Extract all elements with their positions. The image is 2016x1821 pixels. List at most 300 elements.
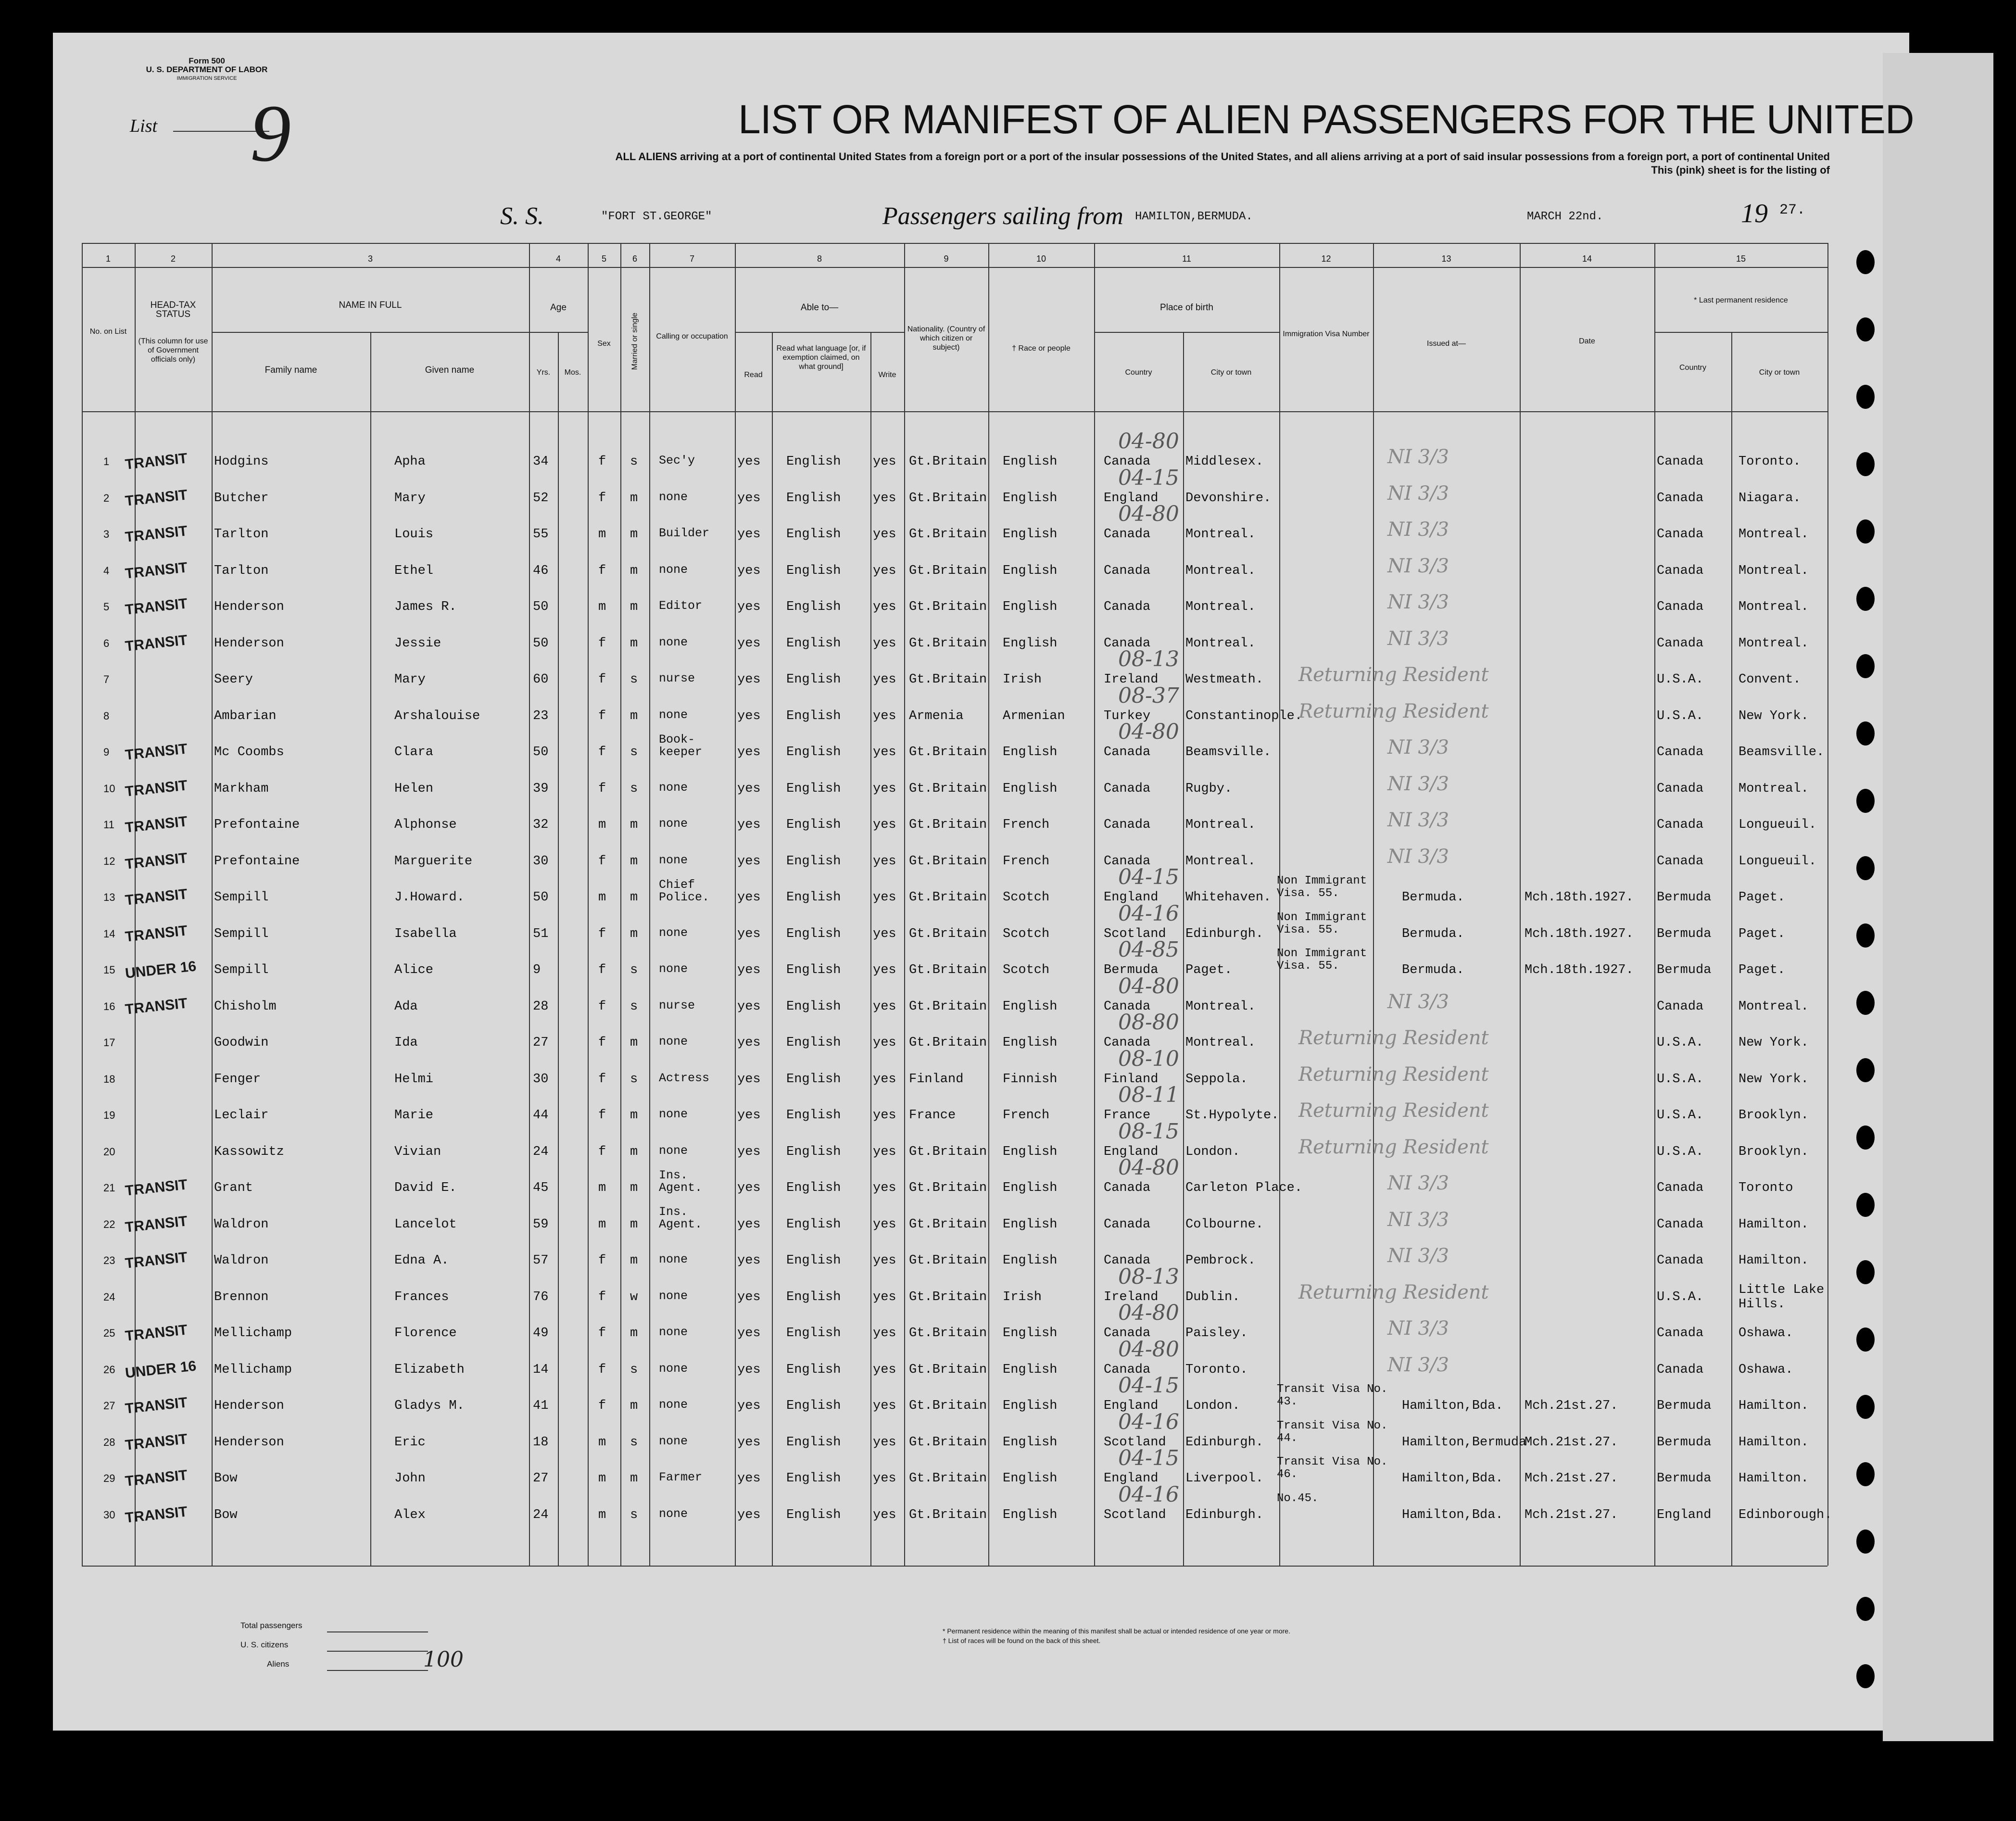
birth-country: Finland: [1104, 1072, 1159, 1087]
issued-at: NI 3/3: [1387, 845, 1449, 868]
given-name: Arshalouise: [394, 708, 480, 723]
read: yes: [737, 455, 761, 469]
punch-hole: [1856, 1530, 1875, 1554]
sex: f: [598, 999, 606, 1014]
nationality: Gt.Britain: [909, 890, 987, 905]
family-name: Henderson: [214, 1399, 284, 1413]
family-name: Waldron: [214, 1217, 269, 1232]
head-tax-stamp: TRANSIT: [124, 741, 189, 763]
residence-country: Canada: [1657, 1253, 1704, 1268]
read-language: English: [786, 491, 841, 506]
head-tax-stamp: TRANSIT: [124, 1213, 189, 1236]
table-row: [0, 1264, 1856, 1326]
table-row: [0, 1482, 1856, 1543]
residence-country: Canada: [1657, 854, 1704, 869]
birth-country: England: [1104, 1399, 1159, 1413]
age-years: 32: [533, 818, 549, 832]
birth-city: Dublin.: [1185, 1290, 1240, 1304]
header-read-language: Read what language [or, if exemption claimed, on what ground]: [776, 344, 866, 371]
header-able-to: Able to—: [800, 303, 839, 313]
table-row: [0, 1083, 1856, 1144]
nationality: Gt.Britain: [909, 600, 987, 614]
race: English: [1003, 1253, 1058, 1268]
write: yes: [873, 1399, 896, 1413]
birth-country: Canada: [1104, 455, 1151, 469]
nationality: Gt.Britain: [909, 1399, 987, 1413]
footnote-residence: * Permanent residence within the meaning of this manifest shall be actual or intended residence of one year or more.: [943, 1627, 1290, 1635]
classification-code: 08-13: [1118, 647, 1179, 671]
read: yes: [737, 926, 761, 941]
list-number: 9: [250, 88, 291, 178]
age-years: 60: [533, 672, 549, 687]
total-line: [327, 1631, 428, 1632]
read-language: English: [786, 1253, 841, 1268]
marital-status: m: [630, 890, 638, 905]
head-tax-stamp: TRANSIT: [124, 1430, 189, 1454]
nationality: Gt.Britain: [909, 1144, 987, 1159]
write: yes: [873, 1072, 896, 1087]
row-number: 19: [103, 1109, 115, 1121]
occupation: none: [659, 635, 688, 649]
row-number: 8: [103, 709, 110, 722]
age-years: 24: [533, 1144, 549, 1159]
given-name: Helen: [394, 781, 434, 796]
age-years: 27: [533, 1036, 549, 1050]
birth-city: Constantinople.: [1185, 708, 1303, 723]
given-name: Mary: [394, 672, 426, 687]
table-row: [0, 1337, 1856, 1398]
sex: f: [598, 1108, 606, 1123]
read: yes: [737, 745, 761, 759]
subheader-rule: [212, 332, 588, 333]
birth-country: Canada: [1104, 781, 1151, 796]
birth-country: Ireland: [1104, 672, 1159, 687]
punch-hole: [1856, 250, 1875, 274]
sex: f: [598, 455, 606, 469]
age-years: 57: [533, 1253, 549, 1268]
age-years: 45: [533, 1181, 549, 1195]
nationality: Gt.Britain: [909, 781, 987, 796]
head-tax-stamp: UNDER 16: [124, 958, 197, 982]
given-name: Elizabeth: [394, 1362, 465, 1377]
family-name: Goodwin: [214, 1036, 269, 1050]
nationality: Gt.Britain: [909, 672, 987, 687]
read: yes: [737, 963, 761, 977]
sex: m: [598, 1181, 606, 1195]
nationality: Armenia: [909, 708, 964, 723]
row-number: 9: [103, 746, 110, 758]
family-name: Kassowitz: [214, 1144, 284, 1159]
row-number: 14: [103, 927, 115, 940]
sex: f: [598, 1326, 606, 1340]
header-calling: Calling or occupation: [656, 332, 728, 341]
age-years: 76: [533, 1290, 549, 1304]
classification-code: 08-11: [1118, 1083, 1179, 1107]
occupation: none: [659, 1506, 688, 1521]
residence-country: Canada: [1657, 563, 1704, 578]
read: yes: [737, 672, 761, 687]
race: English: [1003, 1326, 1058, 1340]
residence-country: Canada: [1657, 818, 1704, 832]
punch-hole: [1856, 1462, 1875, 1486]
issued-at: NI 3/3: [1387, 518, 1449, 541]
residence-city: Convent.: [1739, 672, 1801, 687]
subtitle-line-2: This (pink) sheet is for the listing of: [1651, 164, 1830, 176]
family-name: Bow: [214, 1507, 238, 1522]
classification-code: 08-15: [1118, 1119, 1179, 1144]
age-years: 50: [533, 636, 549, 651]
age-years: 30: [533, 854, 549, 869]
sex: f: [598, 854, 606, 869]
write: yes: [873, 818, 896, 832]
residence-country: Bermuda: [1657, 890, 1712, 905]
occupation: none: [659, 1361, 688, 1376]
sex: f: [598, 1144, 606, 1159]
given-name: Vivian: [394, 1144, 441, 1159]
issued-at: NI 3/3: [1387, 1317, 1449, 1340]
occupation: Chief Police.: [659, 878, 710, 904]
occupation: nurse: [659, 998, 695, 1012]
read: yes: [737, 1253, 761, 1268]
given-name: Jessie: [394, 636, 441, 651]
given-name: Marie: [394, 1108, 434, 1123]
race: English: [1003, 455, 1058, 469]
form-department: U. S. DEPARTMENT OF LABOR: [146, 65, 268, 74]
birth-city: Montreal.: [1185, 527, 1256, 542]
write: yes: [873, 1144, 896, 1159]
write: yes: [873, 1036, 896, 1050]
birth-city: Middlesex.: [1185, 455, 1264, 469]
residence-city: Edinborough.: [1739, 1507, 1832, 1522]
column-number: 14: [1582, 254, 1592, 264]
residence-city: Brooklyn.: [1739, 1144, 1809, 1159]
family-name: Waldron: [214, 1253, 269, 1268]
marital-status: s: [630, 1435, 638, 1450]
sailing-label: Passengers sailing from: [882, 202, 1123, 230]
header-nationality: Nationality. (Country of which citizen or subject): [907, 325, 985, 352]
marital-status: s: [630, 455, 638, 469]
age-years: 46: [533, 563, 549, 578]
marital-status: s: [630, 1507, 638, 1522]
head-tax-stamp: TRANSIT: [124, 595, 189, 618]
classification-code: 04-16: [1118, 1409, 1179, 1434]
punch-hole: [1856, 1125, 1875, 1150]
write: yes: [873, 1326, 896, 1340]
issued-at: NI 3/3: [1387, 1208, 1449, 1231]
head-tax-stamp: TRANSIT: [124, 1322, 189, 1344]
write: yes: [873, 600, 896, 614]
read: yes: [737, 1181, 761, 1195]
occupation: Ins. Agent.: [659, 1168, 703, 1195]
grid-top-rule: [82, 243, 1827, 244]
head-tax-stamp: TRANSIT: [124, 922, 189, 945]
table-row: [0, 974, 1856, 1035]
header-yrs: Yrs.: [536, 368, 551, 377]
read-language: English: [786, 1326, 841, 1340]
read-language: English: [786, 527, 841, 542]
marital-status: s: [630, 999, 638, 1014]
race: Irish: [1003, 1290, 1042, 1304]
punch-hole: [1856, 1193, 1875, 1217]
residence-city: Hamilton.: [1739, 1435, 1809, 1450]
birth-city: Montreal.: [1185, 600, 1256, 614]
row-number: 11: [103, 819, 114, 831]
row-number: 13: [103, 891, 115, 903]
ship-name: "FORT ST.GEORGE": [601, 210, 712, 223]
issued-at: Returning Resident: [1298, 1027, 1489, 1049]
column-number: 9: [944, 254, 949, 264]
birth-country: Canada: [1104, 636, 1151, 651]
write: yes: [873, 491, 896, 506]
subheader-rule: [735, 332, 904, 333]
punch-hole: [1856, 587, 1875, 611]
birth-city: London.: [1185, 1399, 1240, 1413]
write: yes: [873, 745, 896, 759]
age-years: 49: [533, 1326, 549, 1340]
header-write: Write: [878, 371, 896, 379]
visa-date: Mch.18th.1927.: [1525, 926, 1634, 941]
classification-code: 04-80: [1118, 720, 1179, 744]
sex: f: [598, 636, 606, 651]
family-name: Sempill: [214, 890, 269, 905]
nationality: Gt.Britain: [909, 1471, 987, 1486]
sex: f: [598, 563, 606, 578]
punch-hole: [1856, 519, 1875, 544]
head-tax-stamp: UNDER 16: [124, 1357, 197, 1381]
race: Scotch: [1003, 890, 1050, 905]
column-number: 5: [601, 254, 606, 264]
occupation: none: [659, 817, 688, 831]
sailing-date: MARCH 22nd.: [1527, 210, 1603, 223]
residence-country: Canada: [1657, 745, 1704, 759]
residence-country: Bermuda: [1657, 1471, 1712, 1486]
residence-city: Montreal.: [1739, 781, 1809, 796]
row-number: 3: [103, 528, 110, 540]
age-years: 23: [533, 708, 549, 723]
issued-at: Returning Resident: [1298, 1100, 1489, 1122]
birth-city: Colbourne.: [1185, 1217, 1264, 1232]
birth-city: Paget.: [1185, 963, 1233, 977]
issued-at: Hamilton,Bda.: [1402, 1399, 1503, 1413]
residence-city: Hamilton.: [1739, 1217, 1809, 1232]
sex: m: [598, 600, 606, 614]
aliens-count: 100: [423, 1647, 464, 1672]
nationality: Gt.Britain: [909, 491, 987, 506]
table-row: [0, 1204, 1856, 1253]
birth-country: Canada: [1104, 1362, 1151, 1377]
occupation: Ins. Agent.: [659, 1204, 703, 1231]
residence-country: Canada: [1657, 600, 1704, 614]
race: English: [1003, 563, 1058, 578]
write: yes: [873, 1217, 896, 1232]
classification-code: 04-80: [1118, 1337, 1179, 1362]
write: yes: [873, 1435, 896, 1450]
race: English: [1003, 1036, 1058, 1050]
given-name: John: [394, 1471, 426, 1486]
residence-city: Oshawa.: [1739, 1362, 1793, 1377]
race: Armenian: [1003, 708, 1065, 723]
nationality: Gt.Britain: [909, 1217, 987, 1232]
residence-city: Paget.: [1739, 963, 1786, 977]
read: yes: [737, 708, 761, 723]
issued-at: Bermuda.: [1402, 890, 1464, 905]
punch-hole: [1856, 721, 1875, 746]
marital-status: m: [630, 818, 638, 832]
marital-status: s: [630, 1362, 638, 1377]
residence-country: Canada: [1657, 636, 1704, 651]
classification-code: 04-15: [1118, 865, 1179, 889]
age-years: 44: [533, 1108, 549, 1123]
residence-country: Canada: [1657, 781, 1704, 796]
adjacent-sheet-edge: [1883, 53, 1993, 1741]
header-head-tax-note: (This column for use of Government officials only): [138, 337, 208, 364]
family-name: Markham: [214, 781, 269, 796]
given-name: Frances: [394, 1290, 449, 1304]
punch-hole: [1856, 1058, 1875, 1082]
birth-country: England: [1104, 890, 1159, 905]
birth-city: Beamsville.: [1185, 745, 1272, 759]
subheader-rule: [1654, 332, 1827, 333]
classification-code: 08-10: [1118, 1046, 1179, 1071]
write: yes: [873, 1471, 896, 1486]
table-row: [0, 591, 1856, 635]
birth-country: Canada: [1104, 854, 1151, 869]
head-tax-stamp: TRANSIT: [124, 486, 189, 509]
read-language: English: [786, 1290, 841, 1304]
head-tax-stamp: TRANSIT: [124, 559, 189, 582]
issued-at: Returning Resident: [1298, 664, 1489, 686]
header-residence-country: Country: [1679, 364, 1707, 372]
read: yes: [737, 1399, 761, 1413]
marital-status: m: [630, 1144, 638, 1159]
punch-hole: [1856, 1664, 1875, 1688]
read: yes: [737, 636, 761, 651]
residence-country: Canada: [1657, 1181, 1704, 1195]
birth-country: England: [1104, 1471, 1159, 1486]
sex: f: [598, 963, 606, 977]
read: yes: [737, 600, 761, 614]
given-name: Edna A.: [394, 1253, 449, 1268]
residence-country: Bermuda: [1657, 1399, 1712, 1413]
classification-code: 08-37: [1118, 683, 1179, 708]
birth-city: Pembrock.: [1185, 1253, 1256, 1268]
birth-country: Scotland: [1104, 1507, 1166, 1522]
table-row: [0, 1155, 1856, 1216]
nationality: Gt.Britain: [909, 563, 987, 578]
table-row: [0, 683, 1856, 745]
residence-city: Oshawa.: [1739, 1326, 1793, 1340]
given-name: Gladys M.: [394, 1399, 465, 1413]
classification-code: 08-13: [1118, 1264, 1179, 1289]
family-name: Butcher: [214, 491, 269, 506]
birth-country: England: [1104, 491, 1159, 506]
read-language: English: [786, 818, 841, 832]
family-name: Bow: [214, 1471, 238, 1486]
row-number: 29: [103, 1472, 115, 1484]
given-name: Alex: [394, 1507, 426, 1522]
marital-status: m: [630, 563, 638, 578]
visa-number: Transit Visa No. 44.: [1277, 1419, 1388, 1445]
write: yes: [873, 1507, 896, 1522]
departure-port: HAMILTON,BERMUDA.: [1135, 210, 1253, 223]
punch-hole: [1856, 317, 1875, 341]
us-citizens-label: U. S. citizens: [240, 1640, 289, 1649]
issued-at: Bermuda.: [1402, 926, 1464, 941]
sex: m: [598, 1507, 606, 1522]
birth-country: Ireland: [1104, 1290, 1159, 1304]
read-language: English: [786, 1072, 841, 1087]
read: yes: [737, 1326, 761, 1340]
write: yes: [873, 890, 896, 905]
row-number: 5: [103, 601, 110, 613]
read-language: English: [786, 1217, 841, 1232]
row-number: 27: [103, 1400, 115, 1412]
birth-country: England: [1104, 1144, 1159, 1159]
visa-date: Mch.18th.1927.: [1525, 890, 1634, 905]
marital-status: s: [630, 672, 638, 687]
nationality: Gt.Britain: [909, 527, 987, 542]
birth-city: Montreal.: [1185, 999, 1256, 1014]
read: yes: [737, 1108, 761, 1123]
race: English: [1003, 1181, 1058, 1195]
header-visa-number: Immigration Visa Number: [1283, 330, 1370, 338]
classification-code: 04-16: [1118, 1482, 1179, 1507]
issued-at: Hamilton,Bda.: [1402, 1471, 1503, 1486]
issued-at: NI 3/3: [1387, 1172, 1449, 1194]
classification-code: 04-15: [1118, 1446, 1179, 1470]
write: yes: [873, 1181, 896, 1195]
family-name: Mc Coombs: [214, 745, 284, 759]
occupation: none: [659, 925, 688, 940]
given-name: James R.: [394, 600, 457, 614]
given-name: Lancelot: [394, 1217, 457, 1232]
occupation: Builder: [659, 526, 710, 540]
header-head-tax: HEAD-TAX STATUS: [150, 300, 196, 319]
visa-number: No.45.: [1277, 1492, 1319, 1505]
head-tax-stamp: TRANSIT: [124, 1176, 189, 1199]
family-name: Tarlton: [214, 563, 269, 578]
write: yes: [873, 1362, 896, 1377]
family-name: Prefontaine: [214, 854, 300, 869]
issued-at: NI 3/3: [1387, 809, 1449, 831]
row-number: 15: [103, 964, 115, 976]
occupation: none: [659, 1143, 688, 1158]
column-number: 10: [1036, 254, 1046, 264]
residence-country: Bermuda: [1657, 1435, 1712, 1450]
race: English: [1003, 1362, 1058, 1377]
read-language: English: [786, 1144, 841, 1159]
sex: f: [598, 1399, 606, 1413]
family-name: Henderson: [214, 636, 284, 651]
given-name: Eric: [394, 1435, 426, 1450]
write: yes: [873, 854, 896, 869]
head-tax-stamp: TRANSIT: [124, 1394, 189, 1417]
birth-city: Edinburgh.: [1185, 1507, 1264, 1522]
race: English: [1003, 1217, 1058, 1232]
marital-status: m: [630, 636, 638, 651]
nationality: Gt.Britain: [909, 963, 987, 977]
given-name: Alphonse: [394, 818, 457, 832]
residence-country: U.S.A.: [1657, 1072, 1704, 1087]
read: yes: [737, 1362, 761, 1377]
family-name: Fenger: [214, 1072, 261, 1087]
residence-city: Brooklyn.: [1739, 1108, 1809, 1123]
given-name: David E.: [394, 1181, 457, 1195]
birth-country: Turkey: [1104, 708, 1151, 723]
birth-country: Scotland: [1104, 926, 1166, 941]
sex: f: [598, 1036, 606, 1050]
birth-city: Westmeath.: [1185, 672, 1264, 687]
